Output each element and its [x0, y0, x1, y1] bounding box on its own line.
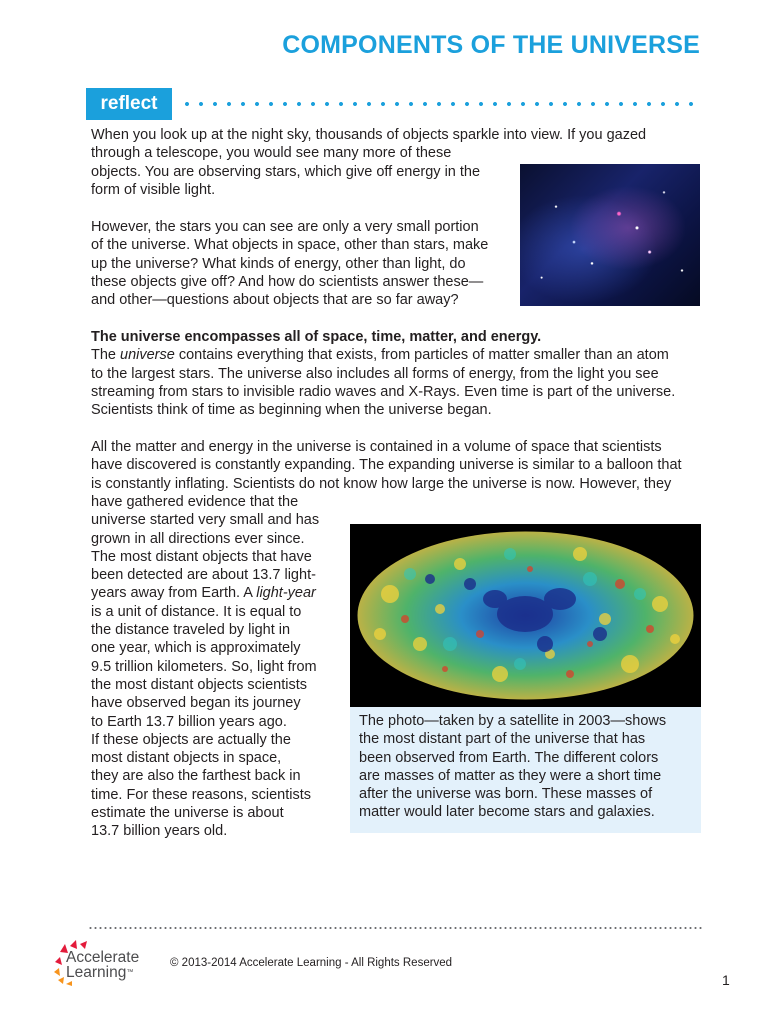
cmb-sky-map-photo	[350, 524, 701, 707]
footer-dotted-rule	[88, 926, 702, 930]
page-title: COMPONENTS OF THE UNIVERSE	[282, 31, 700, 59]
page-number: 1	[722, 972, 730, 988]
reflect-paragraph-1: When you look up at the night sky, thousands of objects sparkle into view. If you gazed through a telescope, you would see many more of these objects. You are observing stars, which give off energy in the form of visible light.	[91, 127, 647, 198]
logo-line-1: Accelerate	[66, 949, 140, 966]
logo-line-2: Learning™	[66, 964, 134, 981]
reflect-dotted-rule	[180, 100, 702, 108]
accelerate-learning-logo	[52, 938, 162, 986]
left-column-text: have gathered evidence that the universe started very small and has grown in all directions ever since. The most distant objects that have been detected are about 13.7 light- years away from Earth. A light-year is a unit of distance. It is equal to the distance traveled by light in one year, which is approximately 9.5 trillion kilometers. So, light from the most distant objects scientists have observed began its journey to Earth 13.7 billion years ago. If these objects are actually the most distant objects in space, they are also the farthest back in time. For these reasons, scientists estimate the universe is about 13.7 billion years old.	[91, 494, 320, 840]
reflect-paragraph-2: However, the stars you can see are only a very small portion of the universe. What objects in space, other than stars, make up the universe? What kinds of energy, other than light, do these objects give off? And how do scientists answer these— and other—questions about objects that are so far away?	[91, 219, 489, 309]
copyright-notice: © 2013-2014 Accelerate Learning - All Rights Reserved	[170, 957, 453, 969]
reflect-label: reflect	[86, 88, 172, 120]
night-sky-photo	[520, 164, 700, 306]
section-heading: The universe encompasses all of space, time, matter, and energy.	[91, 329, 542, 345]
photo-caption: The photo—taken by a satellite in 2003—shows the most distant part of the universe that has been observed from Earth. The different colors are masses of matter as they were a short time after the universe was born. These masses of matter would later become stars and galaxies.	[359, 713, 667, 821]
expanding-universe-paragraph: All the matter and energy in the universe is contained in a volume of space that scientists have discovered is constantly expanding. The expanding universe is similar to a balloon that is constantly inflating. Scientists do not know how large the universe is now. However, they	[91, 439, 682, 492]
universe-definition-paragraph: The universe encompasses all of space, time, matter, and energy. The universe contains everything that exists, from particles of matter smaller than an atom to the largest stars. The universe also includes all forms of energy, from the light you see streaming from stars to invisible radio waves and X-Rays. Even time is part of the universe. Scientists think of time as beginning when the universe began.	[91, 329, 676, 419]
